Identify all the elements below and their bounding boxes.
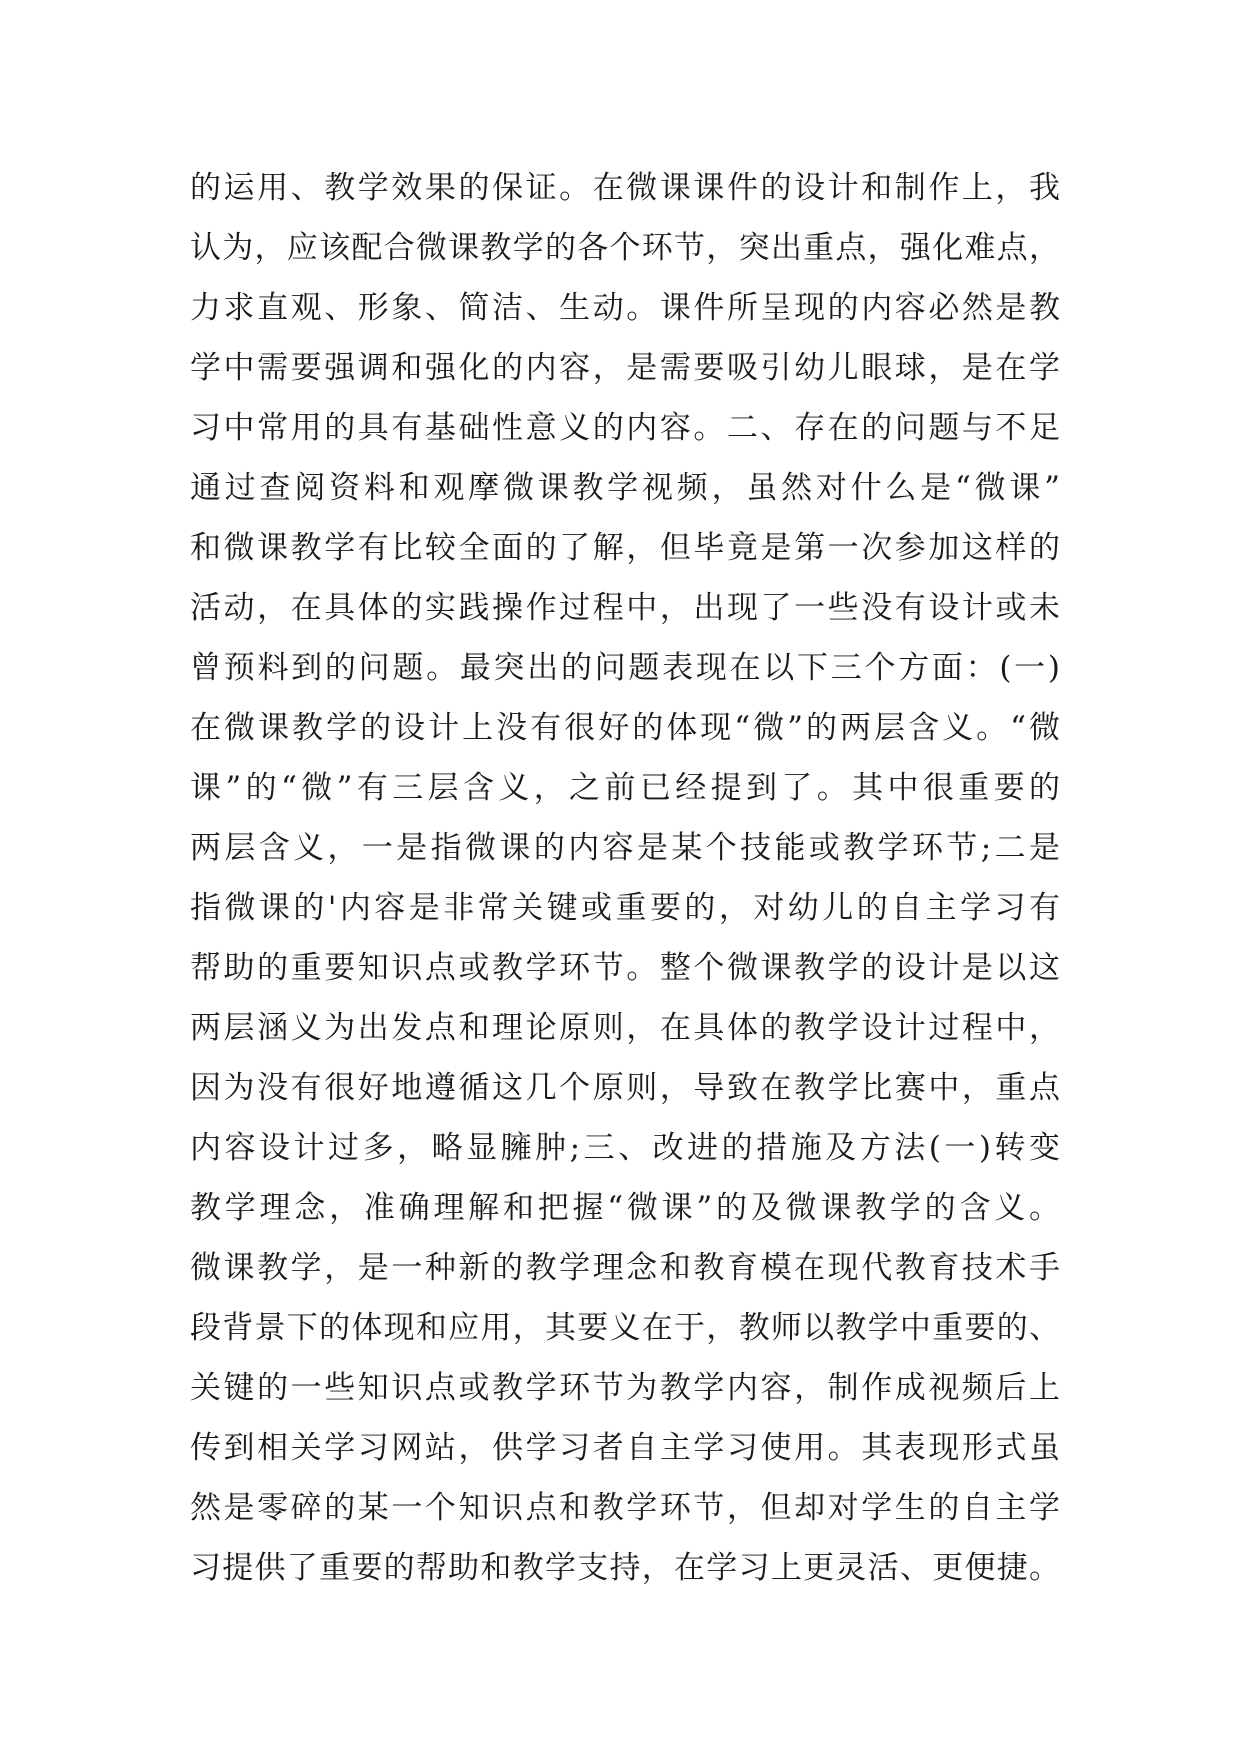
- text-line: 习提供了重要的帮助和教学支持，在学习上更灵活、更便捷。: [190, 1550, 1060, 1586]
- text-line: 指微课的'内容是非常关键或重要的，对幼儿的自主学习有: [190, 890, 1060, 926]
- body-text: [190, 158, 1060, 1598]
- text-line: 微课教学，是一种新的教学理念和教育模在现代教育技术手: [190, 1250, 1060, 1286]
- text-line: 传到相关学习网站，供学习者自主学习使用。其表现形式虽: [190, 1430, 1060, 1466]
- text-line: 关键的一些知识点或教学环节为教学内容，制作成视频后上: [190, 1370, 1060, 1406]
- text-line: 帮助的重要知识点或教学环节。整个微课教学的设计是以这: [190, 950, 1060, 986]
- text-line: 内容设计过多，略显臃肿;三、改进的措施及方法(一)转变: [190, 1130, 1060, 1166]
- text-line: 在微课教学的设计上没有很好的体现“微”的两层含义。“微: [190, 710, 1060, 746]
- text-line: 活动，在具体的实践操作过程中，出现了一些没有设计或未: [190, 590, 1060, 626]
- text-line: 然是零碎的某一个知识点和教学环节，但却对学生的自主学: [190, 1490, 1060, 1526]
- text-line: 因为没有很好地遵循这几个原则，导致在教学比赛中，重点: [190, 1070, 1060, 1106]
- text-line: 两层涵义为出发点和理论原则，在具体的教学设计过程中，: [190, 1010, 1060, 1046]
- text-line: 习中常用的具有基础性意义的内容。二、存在的问题与不足: [190, 410, 1060, 446]
- text-line: 和微课教学有比较全面的了解，但毕竟是第一次参加这样的: [190, 530, 1060, 566]
- text-line: 通过查阅资料和观摩微课教学视频，虽然对什么是“微课”: [190, 470, 1060, 506]
- text-line: 教学理念，准确理解和把握“微课”的及微课教学的含义。: [190, 1190, 1060, 1226]
- text-line: 段背景下的体现和应用，其要义在于，教师以教学中重要的、: [190, 1310, 1060, 1346]
- text-line: 曾预料到的问题。最突出的问题表现在以下三个方面：(一): [190, 650, 1060, 686]
- text-line: 的运用、教学效果的保证。在微课课件的设计和制作上，我: [190, 170, 1060, 206]
- text-line: 认为，应该配合微课教学的各个环节，突出重点，强化难点，: [190, 230, 1060, 266]
- text-line: 课”的“微”有三层含义，之前已经提到了。其中很重要的: [190, 770, 1060, 806]
- text-line: 两层含义，一是指微课的内容是某个技能或教学环节;二是: [190, 830, 1060, 866]
- text-line: 力求直观、形象、简洁、生动。课件所呈现的内容必然是教: [190, 290, 1060, 326]
- text-line: 学中需要强调和强化的内容，是需要吸引幼儿眼球，是在学: [190, 350, 1060, 386]
